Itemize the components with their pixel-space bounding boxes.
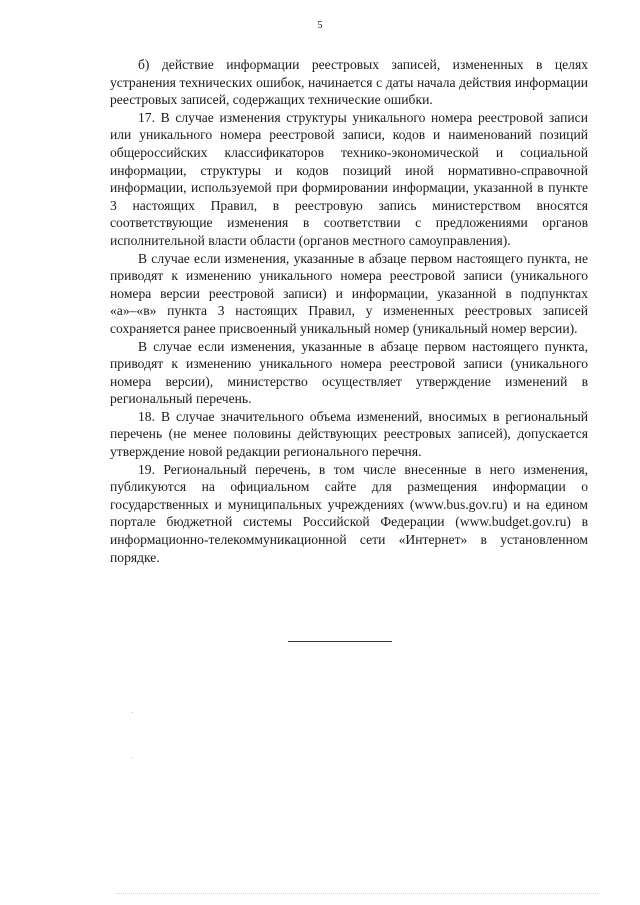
paragraph-17-number-change: В случае если изменения, указанные в абзаце первом настоящего пункта, приводят к изменению уникального номера реестровой записи (уникального номера версии), министерство осуществляет утверждение изменений в региональный перечень. [110, 338, 588, 407]
end-of-text-rule [288, 641, 392, 642]
page-number: 5 [317, 20, 323, 31]
scan-artifact-line [116, 893, 600, 894]
document-body [110, 56, 588, 566]
paragraph-17-structure-change: 17. В случае изменения структуры уникального номера реестровой записи или уникального номера реестровой записи, кодов и наименований позиций общероссийских классификаторов технико-экономической и социальной информации, структуры и кодов позиций иной нормативно-справочной информации, используемой при формировании информации, указанной в пункте 3 настоящих Правил, в реестровую запись министерством вносятся соответствующие изменения в соответствии с предложениями органов исполнительной власти области (органов местного самоуправления). [110, 109, 588, 248]
paragraph-17-no-number-change: В случае если изменения, указанные в абзаце первом настоящего пункта, не приводят к изменению уникального номера реестровой записи (уникального номера версии реестровой записи) и информации, указанной в подпунктах «а»–«в» пункта 3 настоящих Правил, у измененных реестровых записей сохраняется ранее присвоенный уникальный номер (уникальный номер версии). [110, 250, 588, 336]
paragraph-b-technical-errors: б) действие информации реестровых записей, измененных в целях устранения технических ошибок, начинается с даты начала действия информации реестровых записей, содержащих технические ошибки. [110, 57, 588, 108]
scan-speck [132, 712, 133, 713]
paragraph-19-publication: 19. Региональный перечень, в том числе внесенные в него изменения, публикуются на официальном сайте для размещения информации о государственных и муниципальных учреждениях (www.bus.gov.ru) и на едином портале бюджетной системы Российской Федерации (www.budget.gov.ru) в информационно-телекоммуникационной сети «Интернет» в установленном порядке. [110, 461, 588, 565]
paragraph-18-new-edition: 18. В случае значительного объема изменений, вносимых в региональный перечень (не менее половины действующих реестровых записей), допускается утверждение новой редакции регионального перечня. [110, 408, 588, 460]
scan-speck [132, 757, 133, 758]
